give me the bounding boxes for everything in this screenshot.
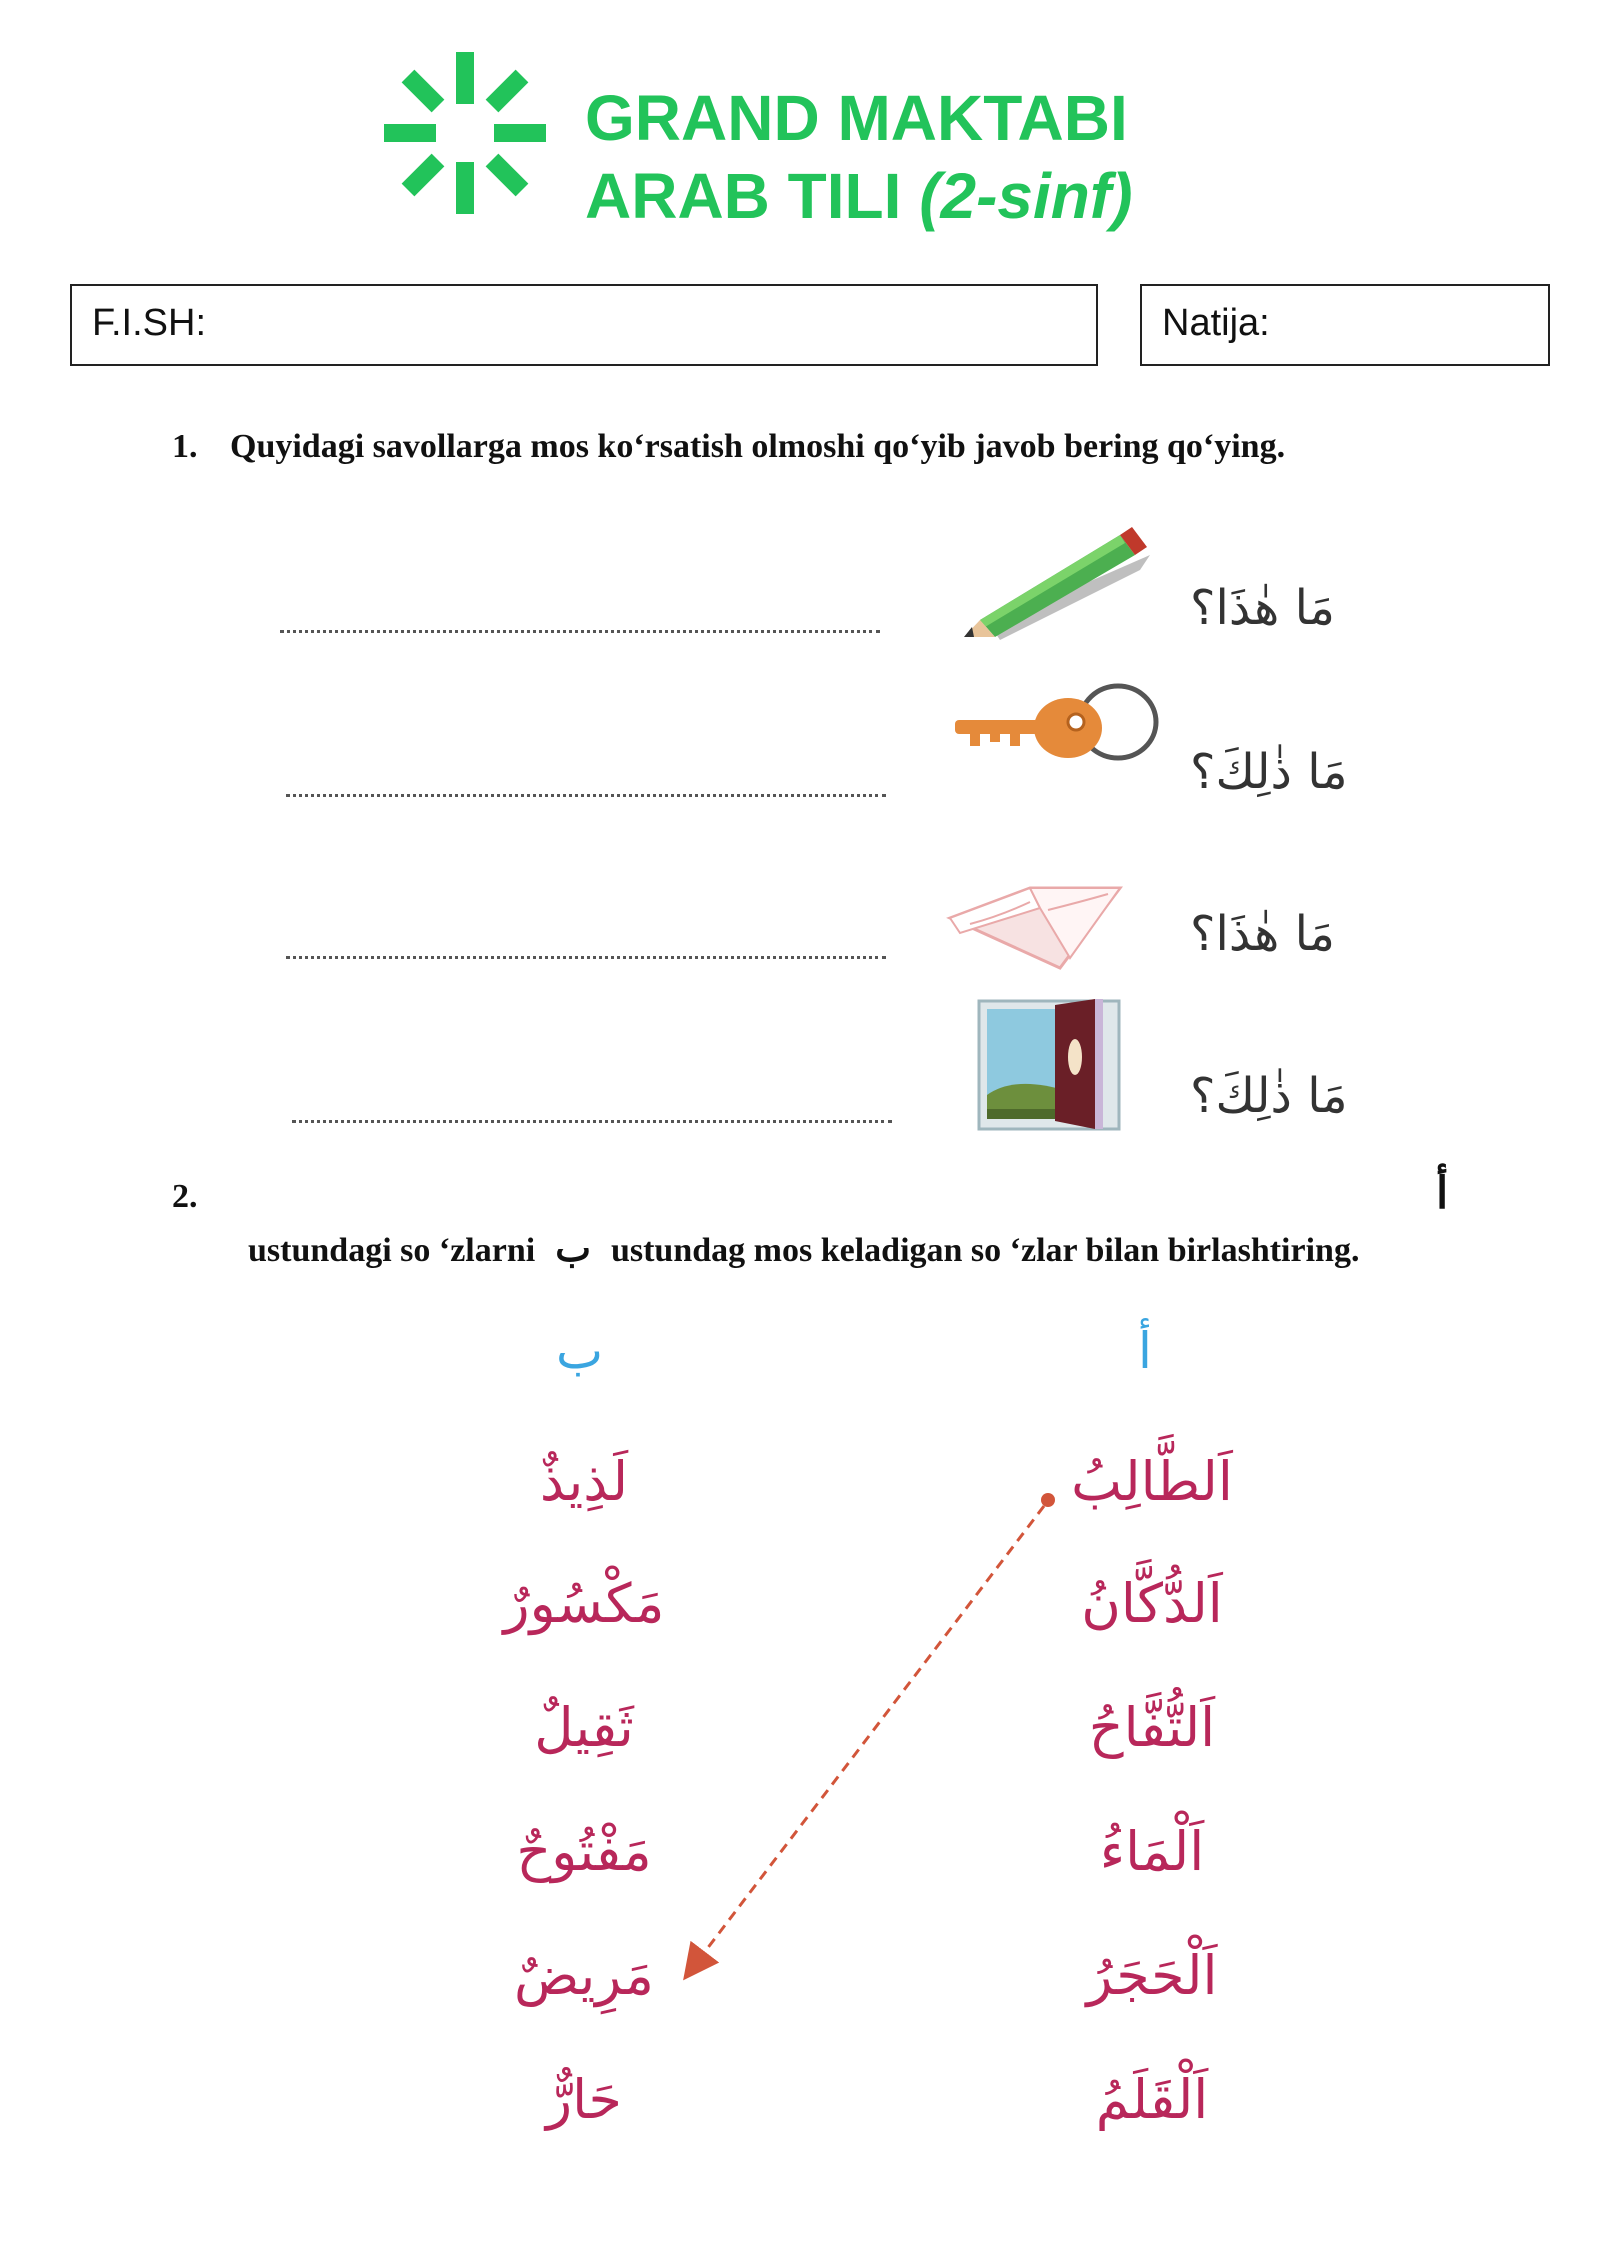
- student-name-field[interactable]: [70, 284, 1098, 366]
- grade-label: (2-sinf): [919, 160, 1133, 232]
- task2-alif-marker: أ: [1436, 1169, 1449, 1218]
- column-b-word-5[interactable]: مَرِيضٌ: [514, 1944, 654, 2007]
- grand-maktabi-logo-icon: [380, 48, 550, 218]
- column-a-word-4[interactable]: اَلْمَاءُ: [1099, 1820, 1205, 1883]
- column-a-word-2[interactable]: اَلدُّكَّانُ: [1081, 1572, 1223, 1635]
- column-b-word-3[interactable]: ثَقِيلٌ: [534, 1696, 634, 1759]
- task1-heading: [172, 428, 1285, 466]
- column-a-word-6[interactable]: اَلْقَلَمُ: [1095, 2068, 1209, 2131]
- task2-instruction-part1: ustundagi so ‘zlarni: [248, 1232, 536, 1269]
- column-b-head: ب: [556, 1322, 604, 1380]
- pencil-icon: [960, 515, 1160, 645]
- subject-name: ARAB TILI: [585, 160, 920, 232]
- subject-title: [585, 160, 1133, 232]
- question-1: مَا هٰذَا؟: [1190, 580, 1335, 636]
- answer-line-4[interactable]: [292, 1120, 892, 1123]
- column-a-word-5[interactable]: اَلْحَجَرُ: [1086, 1944, 1218, 2007]
- brand-title: GRAND MAKTABI: [585, 82, 1128, 154]
- answer-line-3[interactable]: [286, 956, 886, 959]
- book-icon: [930, 858, 1130, 978]
- answer-line-1[interactable]: [280, 630, 880, 633]
- task2-number: 2.: [172, 1178, 198, 1215]
- column-a-word-1[interactable]: اَلطَّالِبُ: [1071, 1450, 1233, 1513]
- question-4: مَا ذٰلِكَ؟: [1190, 1068, 1348, 1124]
- task1-number: 1.: [172, 428, 198, 465]
- column-b-word-1[interactable]: لَذِيذٌ: [539, 1450, 629, 1513]
- task2-ba-marker: ب: [555, 1228, 591, 1270]
- result-field[interactable]: [1140, 284, 1550, 366]
- question-2: مَا ذٰلِكَ؟: [1190, 744, 1348, 800]
- column-b-word-6[interactable]: حَارٌّ: [546, 2068, 622, 2131]
- column-a-head: أ: [1138, 1322, 1152, 1380]
- answer-line-2[interactable]: [286, 794, 886, 797]
- result-label: Natija:: [1162, 302, 1270, 344]
- student-name-label: F.I.SH:: [92, 302, 207, 344]
- column-b-word-2[interactable]: مَكْسُورٌ: [503, 1572, 665, 1635]
- question-3: مَا هٰذَا؟: [1190, 906, 1335, 962]
- column-b-word-4[interactable]: مَفْتُوحٌ: [516, 1820, 652, 1883]
- column-a-word-3[interactable]: اَلتُّفَّاحُ: [1088, 1696, 1216, 1759]
- door-icon: [975, 995, 1125, 1135]
- task2-instruction: [248, 1226, 1359, 1271]
- task1-instruction: Quyidagi savollarga mos ko‘rsatish olmoshi qo‘yib javob bering qo‘ying.: [230, 428, 1286, 465]
- key-icon: [950, 680, 1160, 770]
- task2-instruction-part2: ustundag mos keladigan so ‘zlar bilan birlashtiring.: [610, 1232, 1360, 1269]
